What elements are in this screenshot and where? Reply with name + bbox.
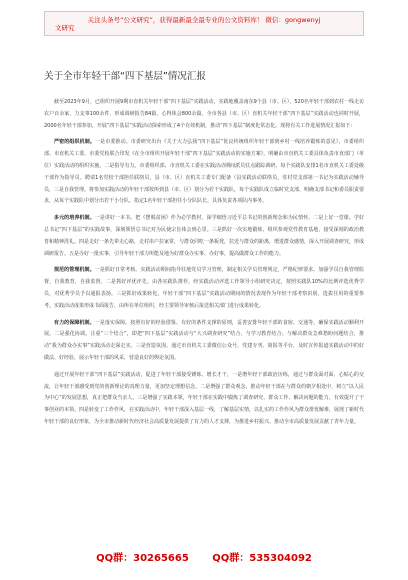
document-title: 关于全市年轻干部“四下基层”情况汇报 — [44, 71, 206, 82]
promo-banner-text — [45, 16, 363, 32]
paragraph-text: 截至2023年9月，已组织开展9期市直机关年轻干部“四下基层”实践活动，实践地覆盖南东9个县（市、区），520名年轻干部到农村一线走访农户百余家，力支事100余件，形成调研报告84篇，心得体会800余篇。全市各县（市、区）直机关年轻干部“四下基层”实践活动也同时开展，2000名年轻干部参加。开展“四下基层”实践活动探索形成了4个有效机制，推动“四下基层”制度化常态化。现将有关工作进展情况汇报如下： — [44, 99, 364, 129]
paragraph-organization — [44, 137, 364, 208]
qq-group-1: QQ群：30265665 — [96, 553, 189, 564]
paragraph-lead: 有力的保障机制。 — [54, 319, 95, 326]
paragraph-lead: 多元的培养机制。 — [54, 215, 95, 222]
paragraph-guarantee — [44, 318, 364, 365]
paragraph-text: 通过开展年轻干部“四下基层”实践活动，促进了年轻干部接受锤炼、增长才干，一是增年轻干部政治历练，通过与群众面对面、心贴心的交流，让年轻干部感受到党的创新理论的真理力量，更加坚定理想信念。二是增强了群众观念，推动年轻干部在与群众的朝夕相处中，树立“以人民为中心”的发展思想，真正把群众当亲人。三是增强了实践本领，年轻干部在实践中锻炼了调查研究、群众工作、解决问题的能力，有效提升了干事创业的本领。四是转变了工作作风，在实践活动中，年轻干部深入基层一线，了解基层实情，以扎实的工作作风为群众排忧解难，展现了新时代年轻干部的良好形象，为全市推动新时代经济社会高质量发展提供了有力的人才支撑，为推进乡村振兴、推动全市高质量发展贡献了青年力量。 — [44, 371, 365, 425]
promo-banner — [44, 11, 364, 36]
paragraph-intro — [44, 97, 364, 132]
paragraph-text: 一是落实保障。按照有好的经验借鉴、有好的条件支撑的原则，妥善安排年轻干部的食宿、交通等，确保实践活动顺利开展。二是强化协调。注重“三个结合”，即把“四下基层”实践活动与“大兴调查研究”结合、与学习教育结合、与解决群众急难愁盼问题结合，推动“我为群众办实事”实践活动走深走实。三是营造氛围。通过市直机关工委微信公众号、党建专刊、简报等平台，及时宣传报道实践活动中的好做法、好经验，展示年轻干部的风采，营造良好的舆论氛围。 — [44, 319, 364, 361]
document-body — [44, 97, 364, 429]
paragraph-text: 一是市委推动。市委研究出台《关于大力弘扬“四下基层”优良传统组织年轻干部到乡村一线培养锻炼的意见》，市委组织部、市直机关工委、市委党校联合印发《在全市组织开展年轻干部“四下基层”实践活动的实施方案》，明确由市直机关工委具体负责市直部门（单位）实践活动的组织实施。二是指导有力。市委组织部、市直机关工委在实践活动期间派员驻点跟踪调研，每个实践队安排1名市直机关工委处级干部作为指导员。聘请1名党校干部担任联络员，县（市、区）直机关工委专门配备（县实践活动联络员，驻村党支部第一书记为实践活动辅导员，三是自我管理。将参加实践活动的年轻干部按所到县（市、区）划分为若干实践队，每个实践队成立临时党支部，明确支部书记和委员职责要求，从每个实践队中划分出若干小分队，指定1名年轻干部担任小分队队长，具体负责各项队内事务。 — [44, 139, 365, 205]
promo-banner-line2: 文研究 — [55, 24, 75, 32]
paragraph-management — [44, 265, 364, 312]
paragraph-text: 一是抓好日常考核。实践活动期间指导驻地党员学习管理，制定相关学员管理规定，严格纪律要求，加强学员自我管理监督，自我教育，自我监督。二是抓好评优评先。由各实践队推荐，经实践活动评选工作领导小组研究决定，按照实践队10%的比例评选优秀学员，对优秀学员予以通报表扬。三是抓好成果转化。年轻干部“四下基层”实践活动期间的情况表现作为年轻干部考察识别、选拔任用的重要参考。实践活动成果形成书面报告，由所在单位组织，经主要领导审核后报送相关部门进行成果转化。 — [44, 267, 364, 309]
paragraph-lead: 规范的管理机制。 — [54, 267, 95, 274]
paragraph-lead: 严密的组织机制。 — [54, 139, 95, 146]
qq-group-2: QQ群：535304092 — [212, 553, 312, 564]
paragraph-text: 一是讲好一本书。把《摆脱贫困》作为必学教材，深学细悟习近平总书记的创新理念和为民情怀。二是上好一堂课。学好总书记“四下基层”的实践故事，深刻领悟总书记对为民使宗旨体会到心里。三是抓好一次实地锻炼，组织参观党性教育基地，接受深刻的政治教育和精神洗礼。四是走好一条先辈走心路，走村串户拉家常，与群众同吃一条板凳，拉近与群众的距离，增进群众感情，深入开展调查研究，形成调研报告。五是办好一批实事，引导年轻干部力所能及地为好群众办实事、办好事，提高做群众工作的能力。 — [44, 215, 365, 257]
paragraph-summary — [44, 370, 364, 429]
qq-group-footer — [0, 549, 408, 564]
paragraph-training — [44, 213, 364, 260]
promo-banner-line1: 关注头条号“公文研究”，获得最新最全最专业的公文资料库！ 微信：gongwenyj — [87, 16, 321, 24]
